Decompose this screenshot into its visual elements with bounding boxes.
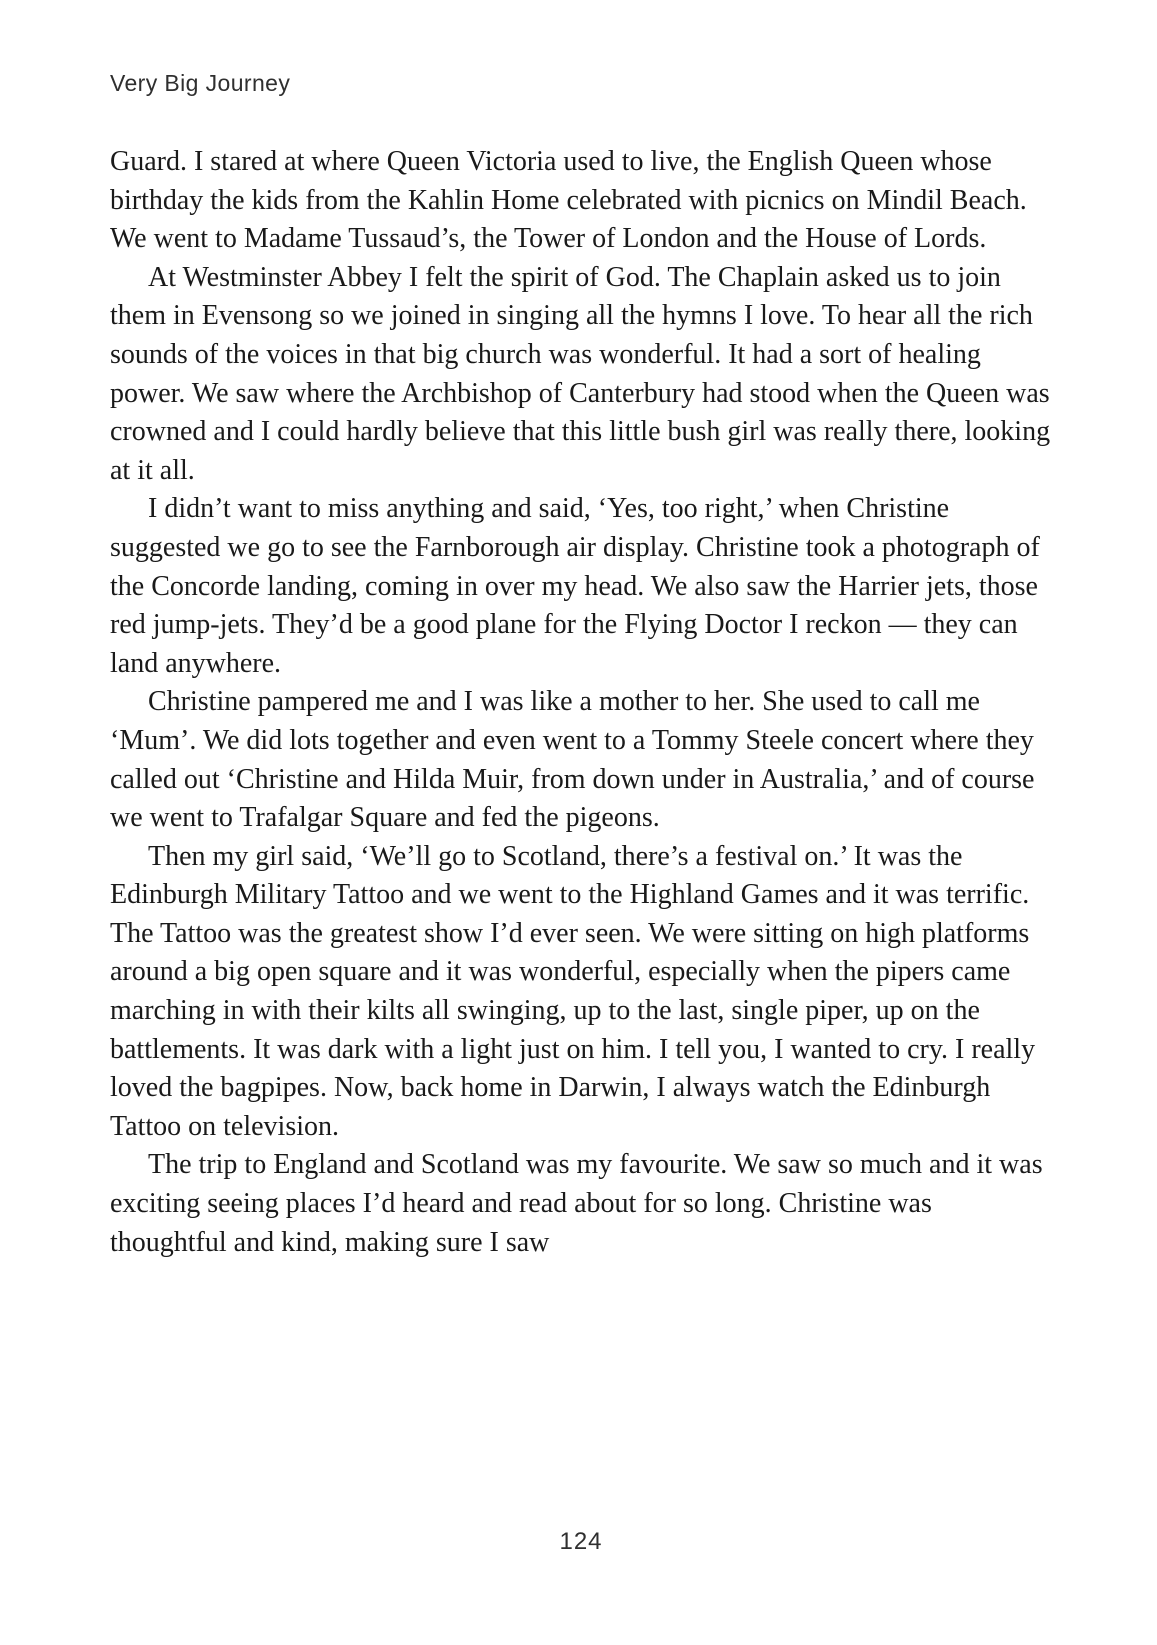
body-paragraph: At Westminster Abbey I felt the spirit of God. The Chaplain asked us to join them in Evensong so we joined in singing all the hymns I love. To hear all the rich sounds of the voices in that big church was wonderful. It had a sort of healing power. We saw where the Archbishop of Canterbury had stood when the Queen was crowned and I could hardly believe that this little bush girl was really there, looking at it all. bbox=[110, 261, 1051, 486]
page-body bbox=[110, 143, 1052, 1262]
body-paragraph: Then my girl said, ‘We’ll go to Scotland, there’s a festival on.’ It was the Edinburgh Military Tattoo and we went to the Highland Games and it was terrific. The Tattoo was the greatest show I’d ever seen. We were sitting on high platforms around a big open square and it was wonderful, especially when the pipers came marching in with their kilts all swinging, up to the last, single piper, up on the battlements. It was dark with a light just on him. I tell you, I wanted to cry. I really loved the bagpipes. Now, back home in Darwin, I always watch the Edinburgh Tattoo on television. bbox=[110, 840, 1036, 1142]
body-paragraph: Christine pampered me and I was like a mother to her. She used to call me ‘Mum’. We did lots together and even went to a Tommy Steele concert where they called out ‘Christine and Hilda Muir, from down under in Australia,’ and of course we went to Trafalgar Square and fed the pigeons. bbox=[110, 686, 1035, 834]
running-header: Very Big Journey bbox=[110, 70, 291, 96]
body-paragraph: I didn’t want to miss anything and said, ‘Yes, too right,’ when Christine suggested we go to see the Farnborough air display. Christine took a photograph of the Concorde landing, coming in over my head. We also saw the Harrier jets, those red jump-jets. They’d be a good plane for the Flying Doctor I reckon — they can land anywhere. bbox=[110, 493, 1040, 679]
body-paragraph: Guard. I stared at where Queen Victoria used to live, the English Queen whose birthday the kids from the Kahlin Home celebrated with picnics on Mindil Beach. We went to Madame Tussaud’s, the Tower of London and the House of Lords. bbox=[110, 146, 1027, 255]
page-number: 124 bbox=[559, 1528, 603, 1555]
body-paragraph: The trip to England and Scotland was my favourite. We saw so much and it was exciting seeing places I’d heard and read about for so long. Christine was thoughtful and kind, making sure I saw bbox=[110, 1149, 1043, 1258]
